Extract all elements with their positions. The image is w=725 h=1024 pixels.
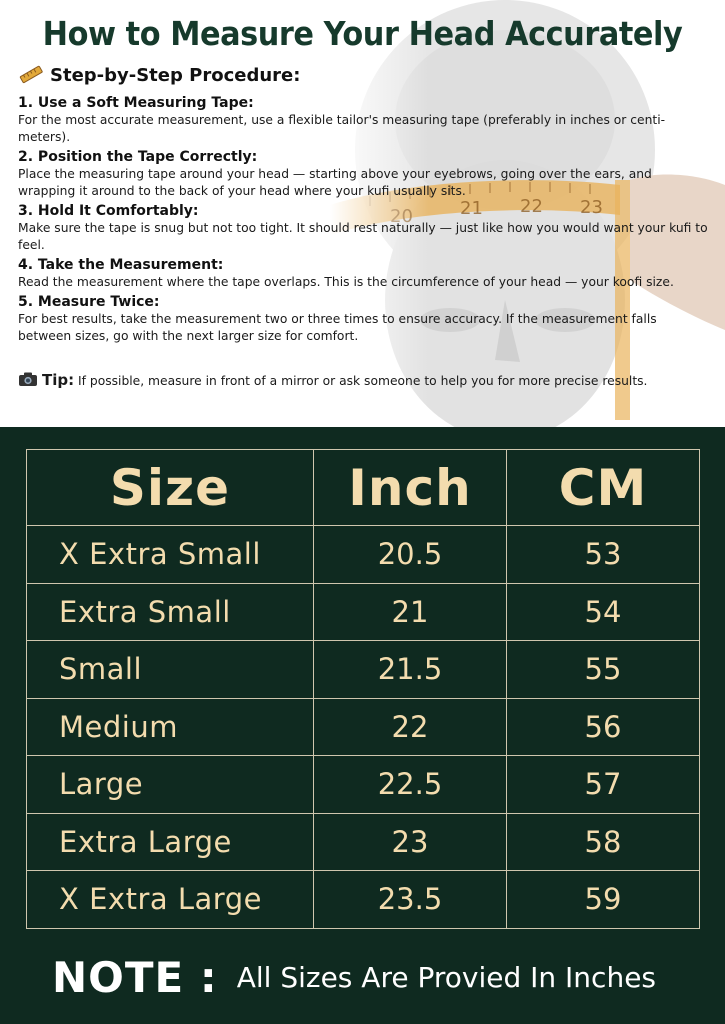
step-text: Place the measuring tape around your head — starting above your eyebrows, going over the ears, and wrapping it around to the back of your head where your kufi usually sits. bbox=[18, 167, 652, 198]
step-title: 5. Measure Twice: bbox=[18, 294, 160, 310]
step-text: For the most accurate measurement, use a flexible tailor's measuring tape (preferably in inches or centi-meters). bbox=[18, 113, 666, 144]
inch-cell: 21 bbox=[314, 583, 507, 641]
column-header-inch: Inch bbox=[314, 450, 507, 526]
tip-label: Tip: bbox=[42, 371, 75, 389]
table-row bbox=[27, 813, 700, 871]
size-cell: X Extra Large bbox=[27, 871, 314, 929]
note bbox=[52, 953, 656, 1002]
cm-cell: 59 bbox=[507, 871, 700, 929]
cm-cell: 56 bbox=[507, 698, 700, 756]
step-item bbox=[18, 202, 710, 254]
size-cell: Large bbox=[27, 756, 314, 814]
cm-cell: 55 bbox=[507, 641, 700, 699]
instruction-panel bbox=[0, 0, 725, 427]
inch-cell: 21.5 bbox=[314, 641, 507, 699]
size-table bbox=[26, 449, 700, 929]
size-cell: Extra Large bbox=[27, 813, 314, 871]
size-cell: Medium bbox=[27, 698, 314, 756]
cm-cell: 53 bbox=[507, 526, 700, 584]
step-text: For best results, take the measurement two or three times to ensure accuracy. If the measurement falls between sizes, go with the next larger size for comfort. bbox=[18, 312, 657, 343]
size-chart-panel bbox=[0, 427, 725, 1024]
table-header-row bbox=[27, 450, 700, 526]
camera-icon bbox=[18, 371, 38, 387]
cm-cell: 57 bbox=[507, 756, 700, 814]
step-title: 2. Position the Tape Correctly: bbox=[18, 149, 258, 165]
step-text: Make sure the tape is snug but not too tight. It should rest naturally — just like how you would want your kufi to feel. bbox=[18, 221, 708, 252]
inch-cell: 23.5 bbox=[314, 871, 507, 929]
note-text: All Sizes Are Provied In Inches bbox=[236, 961, 657, 994]
column-header-size: Size bbox=[27, 450, 314, 526]
cm-cell: 54 bbox=[507, 583, 700, 641]
table-row bbox=[27, 583, 700, 641]
procedure-heading-text: Step-by-Step Procedure: bbox=[50, 65, 301, 86]
step-text: Read the measurement where the tape overlaps. This is the circumference of your head — your koofi size. bbox=[18, 275, 674, 289]
cm-cell: 58 bbox=[507, 813, 700, 871]
inch-cell: 22 bbox=[314, 698, 507, 756]
table-row bbox=[27, 756, 700, 814]
size-cell: X Extra Small bbox=[27, 526, 314, 584]
inch-cell: 23 bbox=[314, 813, 507, 871]
tip-text: If possible, measure in front of a mirror or ask someone to help you for more precise results. bbox=[78, 374, 648, 388]
inch-cell: 22.5 bbox=[314, 756, 507, 814]
step-item bbox=[18, 94, 710, 146]
ruler-icon bbox=[18, 64, 44, 84]
column-header-cm: CM bbox=[507, 450, 700, 526]
table-row bbox=[27, 871, 700, 929]
page-title: How to Measure Your Head Accurately bbox=[42, 14, 683, 53]
table-row bbox=[27, 641, 700, 699]
size-cell: Extra Small bbox=[27, 583, 314, 641]
table-row bbox=[27, 526, 700, 584]
step-item bbox=[18, 148, 710, 200]
step-title: 1. Use a Soft Measuring Tape: bbox=[18, 95, 254, 111]
step-item bbox=[18, 293, 710, 345]
procedure-heading bbox=[18, 64, 300, 86]
step-item bbox=[18, 256, 710, 291]
tip bbox=[18, 371, 647, 389]
inch-cell: 20.5 bbox=[314, 526, 507, 584]
table-row bbox=[27, 698, 700, 756]
steps-list bbox=[18, 94, 710, 347]
size-cell: Small bbox=[27, 641, 314, 699]
step-title: 3. Hold It Comfortably: bbox=[18, 203, 199, 219]
step-title: 4. Take the Measurement: bbox=[18, 257, 224, 273]
note-label: NOTE : bbox=[52, 953, 218, 1002]
